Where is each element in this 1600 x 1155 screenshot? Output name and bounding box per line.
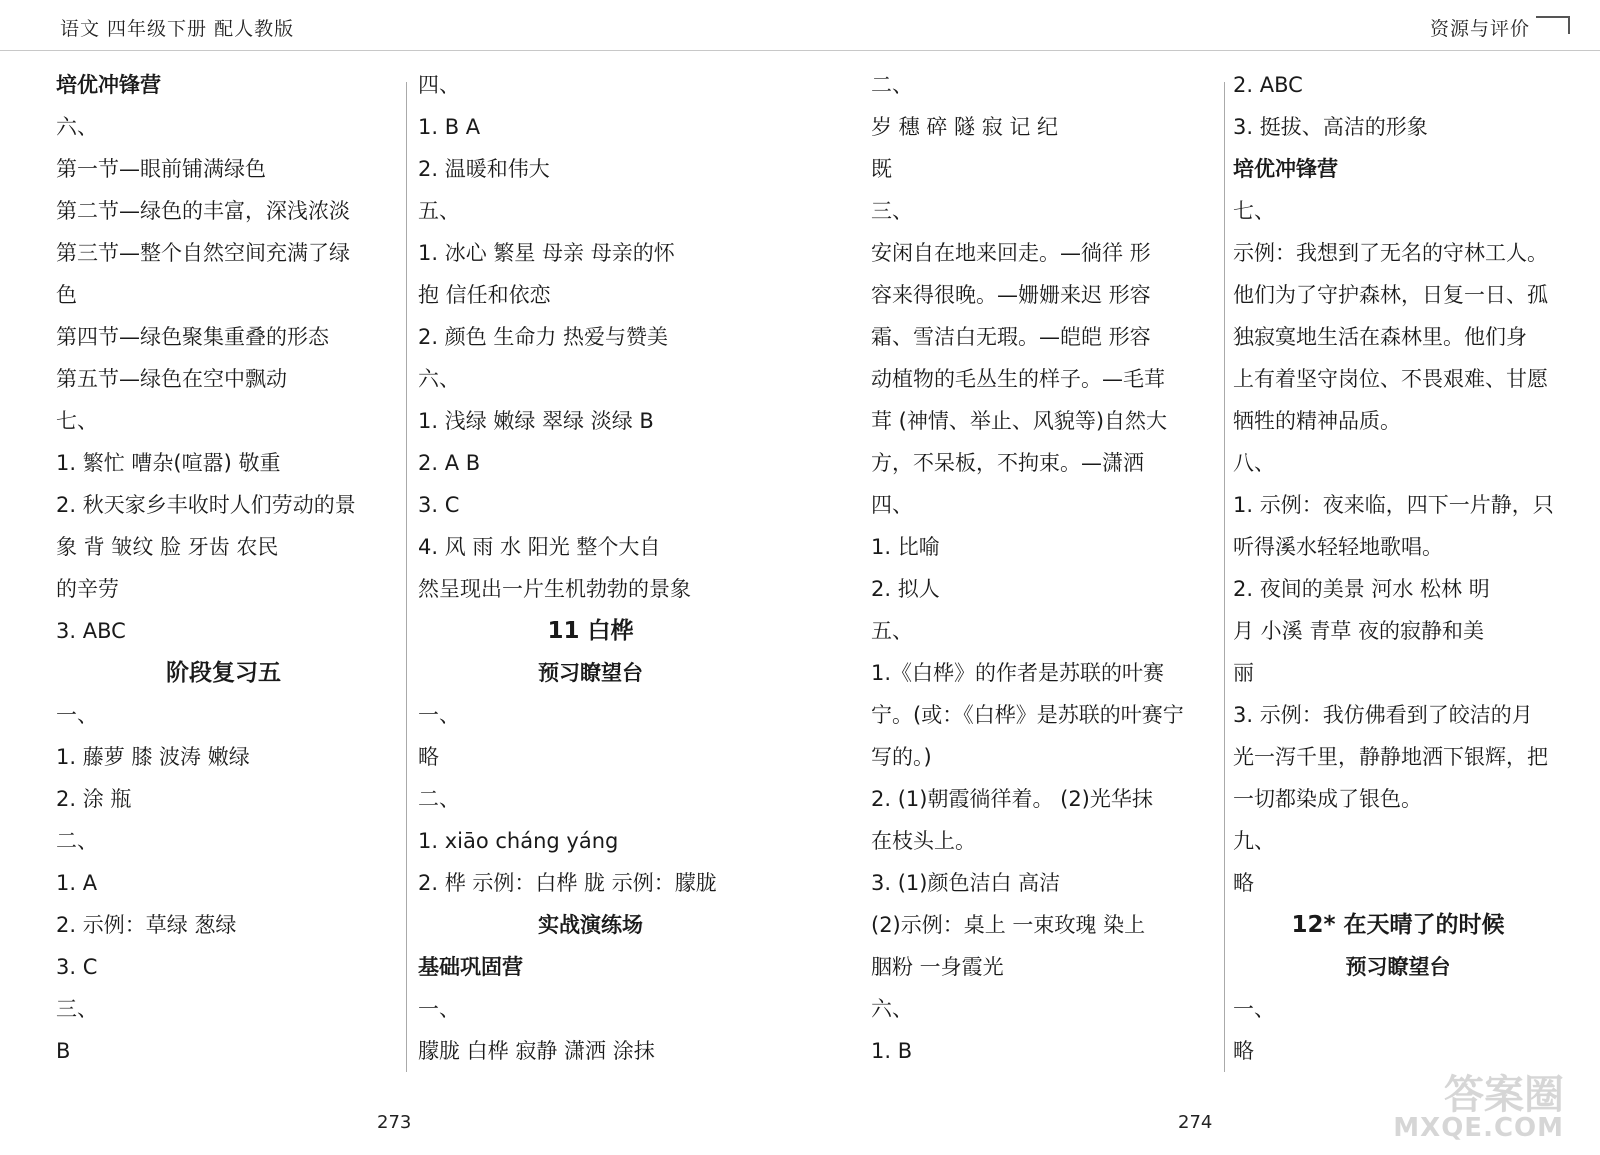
answer-line: 3. 挺拔、高洁的形象 <box>1233 115 1428 139</box>
answer-line: 1. 比喻 <box>871 535 940 559</box>
answer-line: 2. 示例：草绿 葱绿 <box>56 913 237 937</box>
answer-line: 基础巩固营 <box>418 955 523 979</box>
answer-line: 3. ABC <box>56 619 126 643</box>
answer-line: 第三节—整个自然空间充满了绿 <box>56 241 350 265</box>
answer-line: 七、 <box>56 409 98 433</box>
answer-line: 六、 <box>418 367 460 391</box>
answer-line: 2. 涂 瓶 <box>56 787 132 811</box>
answer-line: 2. 桦 示例：白桦 胧 示例：朦胧 <box>418 871 717 895</box>
answer-line: 12* 在天晴了的时候 <box>1291 912 1505 938</box>
answer-line: 培优冲锋营 <box>1233 157 1338 181</box>
answer-column-2 <box>418 64 763 1072</box>
answer-line: 3. C <box>56 955 98 979</box>
answer-line: 九、 <box>1233 829 1275 853</box>
answer-line: 实战演练场 <box>538 913 643 937</box>
answer-line: 2. 温暖和伟大 <box>418 157 550 181</box>
answer-line: 独寂寞地生活在森林里。他们身 <box>1233 325 1527 349</box>
answer-line: B <box>56 1039 71 1063</box>
answer-line: 第一节—眼前铺满绿色 <box>56 157 266 181</box>
answer-line: 一、 <box>418 703 460 727</box>
answer-line: 1. A <box>56 871 98 895</box>
watermark <box>1393 1072 1564 1143</box>
answer-line: 3. C <box>418 493 460 517</box>
header-corner-mark <box>1536 16 1570 34</box>
answer-line: 4. 风 雨 水 阳光 整个大自 <box>418 535 661 559</box>
answer-line: 八、 <box>1233 451 1275 475</box>
answer-line: 阶段复习五 <box>166 660 281 686</box>
answer-column-1 <box>56 64 391 1072</box>
page-number-right: 274 <box>1178 1112 1213 1133</box>
answer-line: 一、 <box>418 997 460 1021</box>
answer-line: 岁 穗 碎 隧 寂 记 纪 <box>871 115 1059 139</box>
answer-line: 略 <box>1233 1039 1254 1063</box>
answer-line: 1. xiāo cháng yáng <box>418 829 619 853</box>
answer-column-4 <box>1233 64 1563 1072</box>
answer-line: 牺牲的精神品质。 <box>1233 409 1401 433</box>
answer-line: 1. 冰心 繁星 母亲 母亲的怀 <box>418 241 675 265</box>
answer-line: 2. ABC <box>1233 73 1303 97</box>
answer-line: 2. (1)朝霞徜徉着。 (2)光华抹 <box>871 787 1153 811</box>
answer-line: 抱 信任和依恋 <box>418 283 551 307</box>
watermark-text: 答案圈 <box>1444 1072 1564 1118</box>
answer-line: 二、 <box>418 787 460 811</box>
answer-line: 略 <box>1233 871 1254 895</box>
column-divider-left <box>406 82 407 1072</box>
answer-line: 1. 示例：夜来临，四下一片静，只 <box>1233 493 1554 517</box>
answer-line: 方，不呆板，不拘束。—潇洒 <box>871 451 1144 475</box>
answer-line: 第四节—绿色聚集重叠的形态 <box>56 325 329 349</box>
answer-line: 1. 繁忙 嘈杂(喧嚣) 敬重 <box>56 451 281 475</box>
answer-line: 在枝头上。 <box>871 829 976 853</box>
answer-line: (2)示例：桌上 一束玫瑰 染上 <box>871 913 1146 937</box>
answer-line: 3. (1)颜色洁白 高洁 <box>871 871 1061 895</box>
answer-line: 预习瞭望台 <box>1345 955 1451 979</box>
watermark-url: MXQE.COM <box>1393 1113 1564 1143</box>
answer-line: 六、 <box>56 115 98 139</box>
answer-line: 朦胧 白桦 寂静 潇洒 涂抹 <box>418 1039 655 1063</box>
answer-line: 听得溪水轻轻地歌唱。 <box>1233 535 1443 559</box>
answer-line: 四、 <box>871 493 913 517</box>
answer-line: 他们为了守护森林，日复一日、孤 <box>1233 283 1548 307</box>
answer-line: 容来得很晚。—姗姗来迟 形容 <box>871 283 1151 307</box>
answer-line: 示例：我想到了无名的守林工人。 <box>1233 241 1548 265</box>
answer-line: 培优冲锋营 <box>56 73 161 97</box>
answer-line: 宁。(或：《白桦》是苏联的叶赛宁 <box>871 703 1184 727</box>
answer-line: 2. 拟人 <box>871 577 940 601</box>
answer-line: 色 <box>56 283 77 307</box>
page-number-left: 273 <box>377 1112 412 1133</box>
column-divider-right <box>1224 82 1225 1072</box>
answer-line: 二、 <box>56 829 98 853</box>
answer-line: 一切都染成了银色。 <box>1233 787 1422 811</box>
answer-line: 略 <box>418 745 439 769</box>
header-right: 资源与评价 <box>1429 18 1530 40</box>
answer-line: 六、 <box>871 997 913 1021</box>
answer-line: 第五节—绿色在空中飘动 <box>56 367 287 391</box>
answer-line: 霜、雪洁白无瑕。—皑皑 形容 <box>871 325 1151 349</box>
answer-line: 2. 秋天家乡丰收时人们劳动的景 <box>56 493 356 517</box>
answer-line: 写的。) <box>871 745 932 769</box>
answer-line: 1. 浅绿 嫩绿 翠绿 淡绿 B <box>418 409 654 433</box>
answer-line: 2. 夜间的美景 河水 松林 明 <box>1233 577 1490 601</box>
answer-line: 茸 (神情、举止、风貌等)自然大 <box>871 409 1168 433</box>
answer-line: 动植物的毛丛生的样子。—毛茸 <box>871 367 1165 391</box>
answer-line: 然呈现出一片生机勃勃的景象 <box>418 577 691 601</box>
header-divider <box>0 50 1600 51</box>
answer-line: 11 白桦 <box>547 618 634 644</box>
answer-line: 光一泻千里，静静地洒下银辉，把 <box>1233 745 1548 769</box>
header-left: 语文 四年级下册 配人教版 <box>60 18 295 40</box>
answer-line: 五、 <box>871 619 913 643</box>
answer-line: 既 <box>871 157 892 181</box>
answer-line: 三、 <box>56 997 98 1021</box>
answer-line: 胭粉 一身霞光 <box>871 955 1004 979</box>
answer-line: 五、 <box>418 199 460 223</box>
answer-line: 月 小溪 青草 夜的寂静和美 <box>1233 619 1485 643</box>
answer-line: 一、 <box>56 703 98 727</box>
answer-line: 安闲自在地来回走。—徜徉 形 <box>871 241 1151 265</box>
answer-line: 象 背 皱纹 脸 牙齿 农民 <box>56 535 279 559</box>
answer-line: 预习瞭望台 <box>538 661 643 685</box>
answer-line: 的辛劳 <box>56 577 119 601</box>
answer-line: 丽 <box>1233 661 1254 685</box>
answer-line: 1.《白桦》的作者是苏联的叶赛 <box>871 661 1165 685</box>
answer-line: 3. 示例：我仿佛看到了皎洁的月 <box>1233 703 1533 727</box>
answer-line: 四、 <box>418 73 460 97</box>
answer-line: 二、 <box>871 73 913 97</box>
answer-line: 三、 <box>871 199 913 223</box>
answer-line: 上有着坚守岗位、不畏艰难、甘愿 <box>1233 367 1548 391</box>
answer-line: 1. B A <box>418 115 481 139</box>
answer-line: 七、 <box>1233 199 1275 223</box>
answer-line: 2. 颜色 生命力 热爱与赞美 <box>418 325 669 349</box>
answer-line: 1. 藤萝 膝 波涛 嫩绿 <box>56 745 250 769</box>
answer-line: 第二节—绿色的丰富，深浅浓淡 <box>56 199 350 223</box>
answer-column-3 <box>871 64 1211 1072</box>
answer-line: 1. B <box>871 1039 913 1063</box>
answer-line: 2. A B <box>418 451 481 475</box>
answer-line: 一、 <box>1233 997 1275 1021</box>
